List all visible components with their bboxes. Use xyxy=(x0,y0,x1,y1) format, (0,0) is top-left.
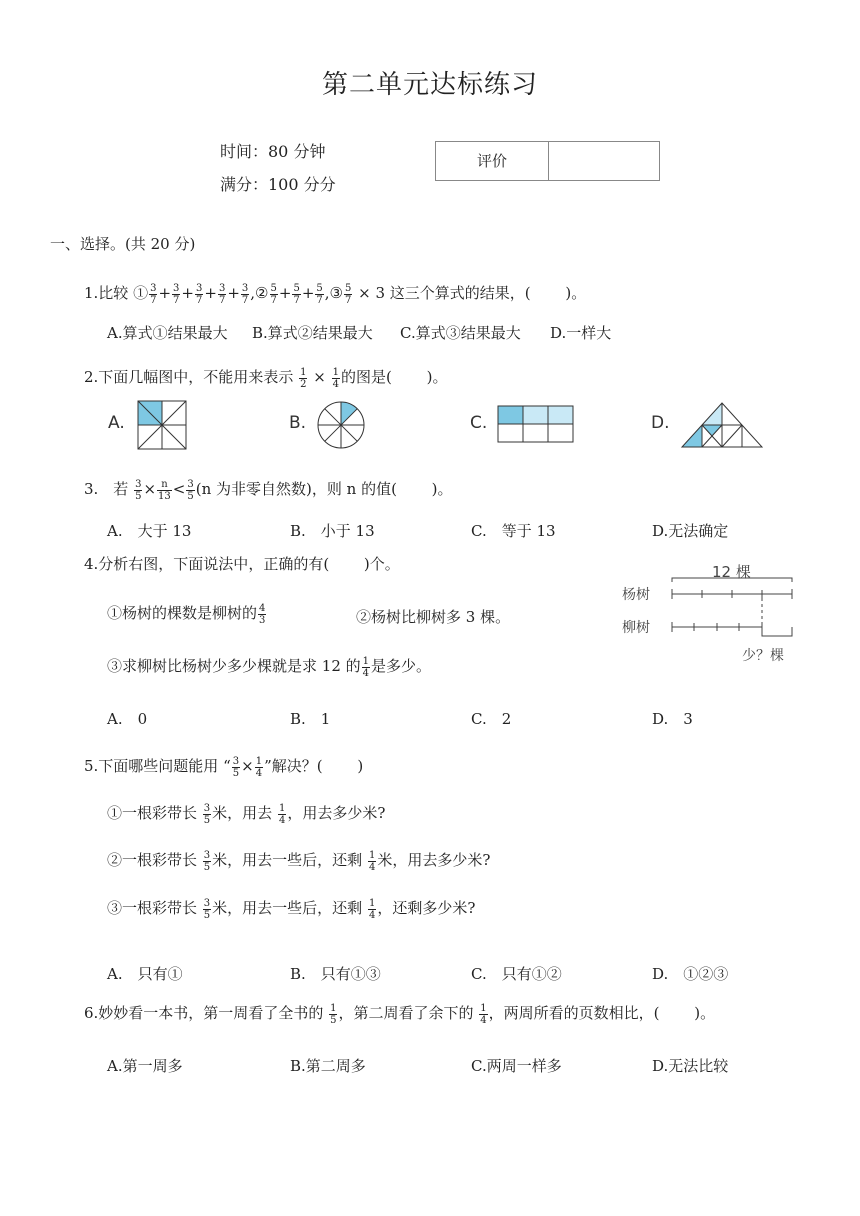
q1-option-a[interactable]: A.算式①结果最大 xyxy=(107,324,228,342)
q6-option-d[interactable]: D.无法比较 xyxy=(652,1057,729,1075)
rating-label: 评价 xyxy=(436,142,549,180)
fraction: $\frac{4}{3}$ xyxy=(259,602,266,626)
q3-option-c[interactable]: C. 等于 13 xyxy=(471,522,556,540)
fraction: $\frac{3}{5}$ xyxy=(187,478,194,502)
q3-option-a[interactable]: A. 大于 13 xyxy=(107,522,192,540)
fraction: $\frac{3}{5}$ xyxy=(203,802,211,826)
fraction: $\frac{1}{4}$ xyxy=(278,802,286,826)
figure-d-label[interactable]: D. xyxy=(651,413,670,433)
diagram-row2-label: 柳树 xyxy=(622,620,650,636)
q6-option-a[interactable]: A.第一周多 xyxy=(107,1057,183,1075)
q4-statement-3: ③求柳树比杨树少多少棵就是求 12 的 $\frac{1}{4}$ 是多少。 xyxy=(107,655,432,679)
q5-problem-3: ③一根彩带长 $\frac{3}{5}$ 米，用去一些后，还剩 $\frac{1}{4}$ ，还剩多少米? xyxy=(107,897,476,921)
q4-option-a[interactable]: A. 0 xyxy=(107,710,148,728)
q6-option-c[interactable]: C.两周一样多 xyxy=(471,1057,562,1075)
fraction: $\frac{3}{7}$ xyxy=(150,282,157,306)
fraction: $\frac{1}{4}$ xyxy=(368,897,376,921)
question-4: 4.分析右图，下面说法中，正确的有( )个。 xyxy=(84,555,400,573)
fraction: $\frac{1}{4}$ xyxy=(362,655,369,679)
question-1: 1.比较 ① $\frac{3}{7}$ + $\frac{3}{7}$ + $\frac{3}{7}$ + $\frac{3}{7}$ + $\frac{3}{7}$ ,② $\frac{5}{7}$ + $\frac{5}{7}$ + $\frac{5}{7}$ ,③ $\frac{5}{7}$ × 3 这三个算式的结果，( )。 xyxy=(84,282,587,306)
fraction: $\frac{1}{4}$ xyxy=(332,366,339,390)
q3-option-d[interactable]: D.无法确定 xyxy=(652,522,729,540)
fraction: $\frac{3}{7}$ xyxy=(218,282,226,306)
fraction: $\frac{n}{13}$ xyxy=(158,478,171,502)
fraction: $\frac{3}{5}$ xyxy=(203,897,211,921)
figure-c-label[interactable]: C. xyxy=(470,413,488,433)
full-score: 满分：100 分分 xyxy=(220,175,336,194)
q4-statement-1: ①杨树的棵数是柳树的 $\frac{4}{3}$ xyxy=(107,602,266,626)
diagram-row1-label: 杨树 xyxy=(622,587,650,603)
q1-prefix: 1.比较 ① xyxy=(84,284,149,302)
fraction: $\frac{5}{7}$ xyxy=(316,282,323,306)
figure-b-circle[interactable] xyxy=(315,400,367,450)
diagram-total-label: 12 棵 xyxy=(712,563,751,581)
figure-c-rectangle[interactable] xyxy=(497,405,575,443)
q5-problem-2: ②一根彩带长 $\frac{3}{5}$ 米，用去一些后，还剩 $\frac{1}{4}$ 米，用去多少米? xyxy=(107,849,491,873)
page-title: 第二单元达标练习 xyxy=(321,70,538,100)
fraction: $\frac{3}{5}$ xyxy=(135,478,142,502)
figure-a-label[interactable]: A. xyxy=(108,413,125,433)
q4-option-c[interactable]: C. 2 xyxy=(471,710,512,728)
q5-problem-1: ①一根彩带长 $\frac{3}{5}$ 米，用去 $\frac{1}{4}$ ，用去多少米? xyxy=(107,802,386,826)
q5-option-d[interactable]: D. ①②③ xyxy=(652,965,729,983)
figure-b-label[interactable]: B. xyxy=(289,413,307,433)
fraction: $\frac{3}{7}$ xyxy=(173,282,180,306)
question-6: 6.妙妙看一本书，第一周看了全书的 $\frac{1}{5}$ ，第二周看了余下的 $\frac{1}{4}$ ，两周所看的页数相比，( )。 xyxy=(84,1002,716,1026)
figure-a-square[interactable] xyxy=(137,400,187,450)
question-5: 5.下面哪些问题能用 “ $\frac{3}{5}$ × $\frac{1}{4}$ ”解决？( ) xyxy=(84,755,364,779)
fraction: $\frac{1}{4}$ xyxy=(480,1002,487,1026)
q4-option-d[interactable]: D. 3 xyxy=(652,710,693,728)
fraction: $\frac{1}{5}$ xyxy=(330,1002,337,1026)
fraction: $\frac{5}{7}$ xyxy=(345,282,352,306)
question-3: 3. 若 $\frac{3}{5}$ × $\frac{n}{13}$ < $\frac{3}{5}$ (n 为非零自然数)，则 n 的值( )。 xyxy=(84,478,453,502)
question-2: 2.下面几幅图中，不能用来表示 $\frac{1}{2}$ × $\frac{1}{4}$ 的图是( )。 xyxy=(84,366,448,390)
fraction: $\frac{5}{7}$ xyxy=(293,282,300,306)
fraction: $\frac{1}{4}$ xyxy=(368,849,376,873)
fraction: $\frac{5}{7}$ xyxy=(270,282,277,306)
fraction: $\frac{3}{7}$ xyxy=(241,282,249,306)
fraction: $\frac{3}{5}$ xyxy=(203,849,211,873)
q6-option-b[interactable]: B.第二周多 xyxy=(290,1057,366,1075)
q4-statement-2: ②杨树比柳树多 3 棵。 xyxy=(356,608,511,626)
line-segment-diagram xyxy=(668,572,798,644)
figure-d-triangle[interactable] xyxy=(680,401,764,449)
q1-option-d[interactable]: D.一样大 xyxy=(550,324,612,342)
section-heading: 一、选择。(共 20 分) xyxy=(50,235,196,253)
q5-option-c[interactable]: C. 只有①② xyxy=(471,965,562,983)
fraction: $\frac{1}{2}$ xyxy=(300,366,307,390)
fraction: $\frac{3}{7}$ xyxy=(196,282,203,306)
time-limit: 时间：80 分钟 xyxy=(220,142,326,161)
diagram-less-label: 少？棵 xyxy=(742,648,784,664)
fraction: $\frac{1}{4}$ xyxy=(255,755,263,779)
q3-option-b[interactable]: B. 小于 13 xyxy=(290,522,375,540)
q5-option-a[interactable]: A. 只有① xyxy=(107,965,183,983)
q1-suffix: × 3 这三个算式的结果，( )。 xyxy=(358,284,587,302)
fraction: $\frac{3}{5}$ xyxy=(232,755,240,779)
q1-option-c[interactable]: C.算式③结果最大 xyxy=(400,324,521,342)
q5-option-b[interactable]: B. 只有①③ xyxy=(290,965,381,983)
q4-option-b[interactable]: B. 1 xyxy=(290,710,331,728)
q1-option-b[interactable]: B.算式②结果最大 xyxy=(252,324,373,342)
rating-box xyxy=(435,141,660,181)
